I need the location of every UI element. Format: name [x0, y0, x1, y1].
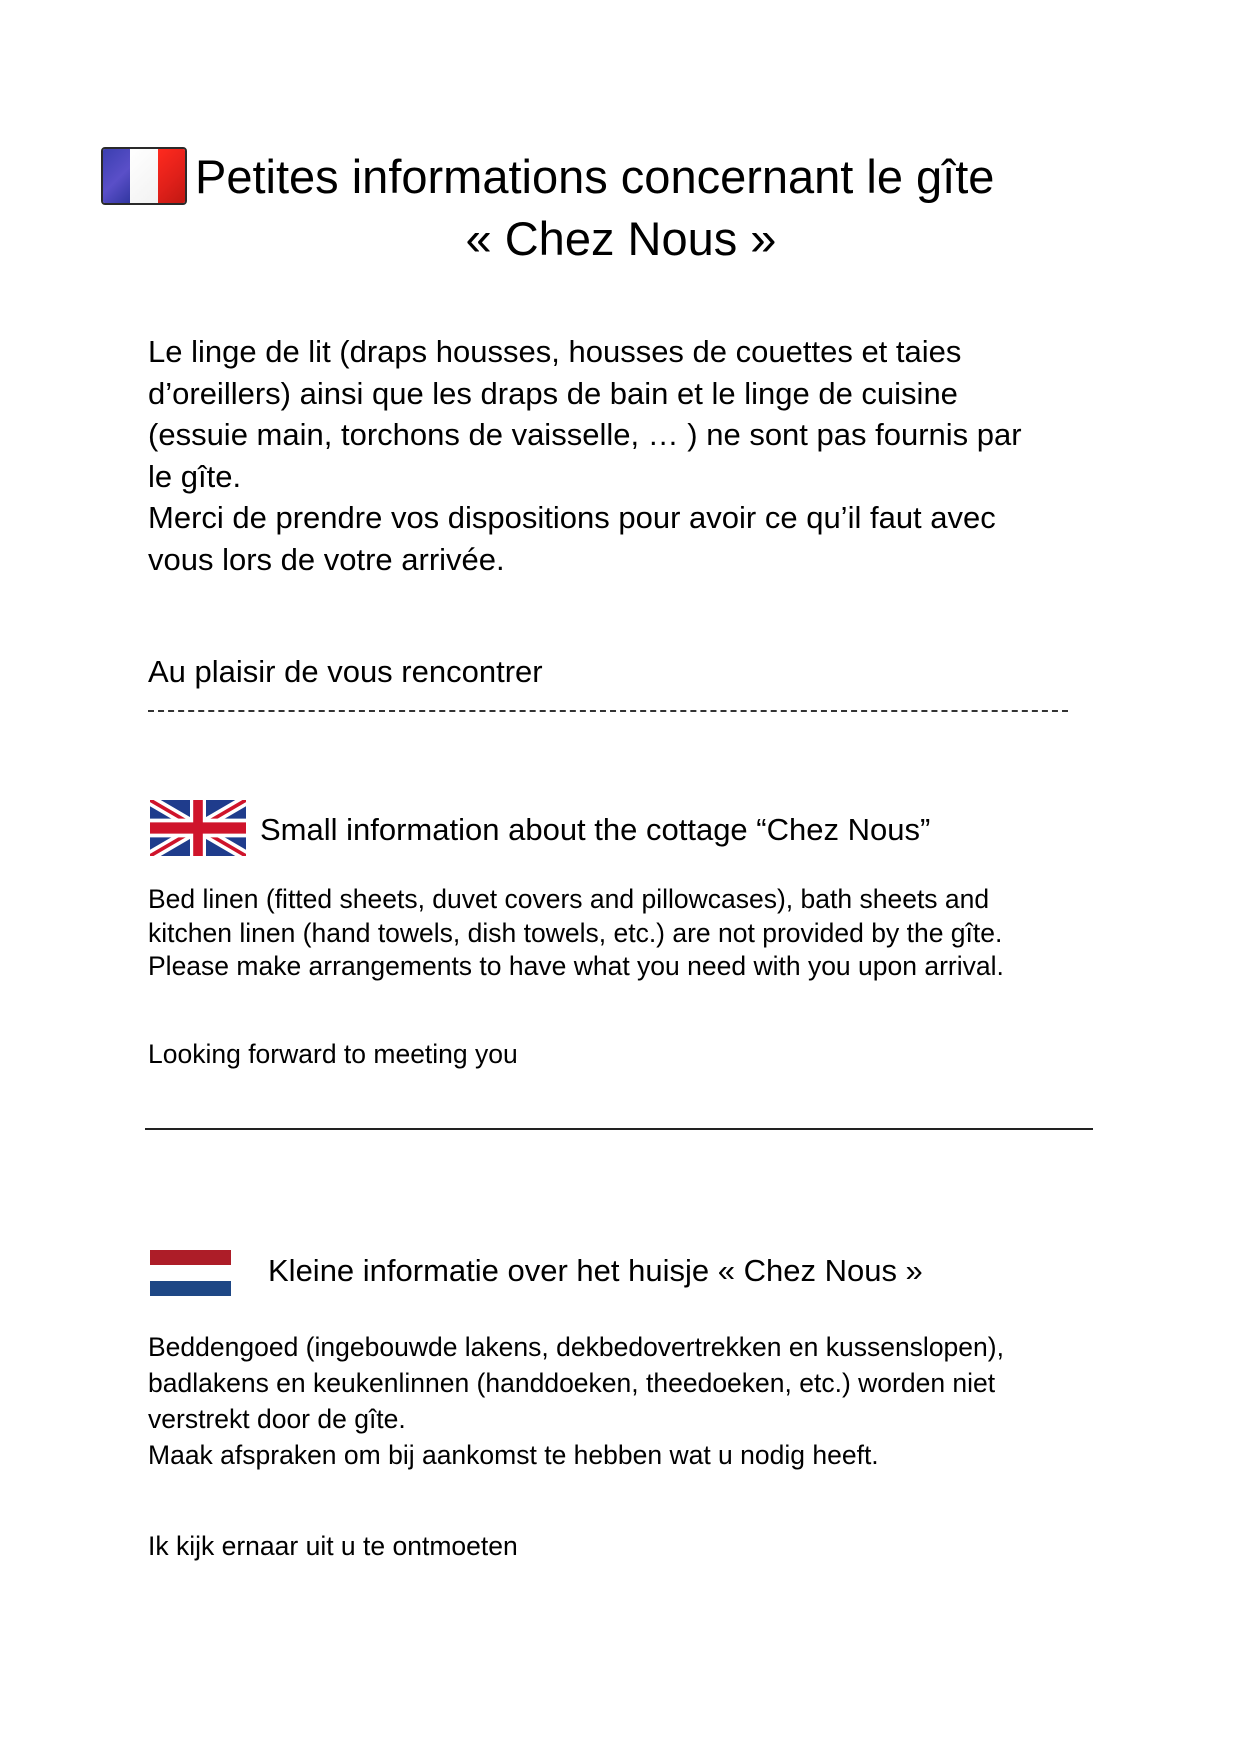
english-heading: Small information about the cottage “Chez Nous” [260, 812, 931, 847]
dashed-divider [148, 710, 1068, 712]
french-body-line: (essuie main, torchons de vaisselle, … ) ne sont pas fournis par [148, 417, 1022, 452]
page-title-gite-name: « Chez Nous » [465, 212, 777, 265]
french-body-line: d’oreillers) ainsi que les draps de bain et le linge de cuisine [148, 375, 958, 411]
english-body-line: kitchen linen (hand towels, dish towels, etc.) are not provided by the gîte. [148, 917, 1003, 948]
french-body [148, 331, 1108, 580]
dutch-body-line: Beddengoed (ingebouwde lakens, dekbedovertrekken en kussenslopen), [148, 1332, 1004, 1362]
english-body-line: Bed linen (fitted sheets, duvet covers and pillowcases), bath sheets and [148, 884, 990, 914]
dutch-body-line: Maak afspraken om bij aankomst te hebben wat u nodig heeft. [148, 1440, 879, 1470]
solid-divider [145, 1128, 1093, 1130]
english-body-line: Please make arrangements to have what you need with you upon arrival. [148, 951, 1004, 981]
english-closing: Looking forward to meeting you [148, 1039, 518, 1069]
english-body [148, 883, 1108, 984]
united-kingdom-flag-icon [150, 800, 246, 856]
dutch-body-line: badlakens en keukenlinnen (handdoeken, theedoeken, etc.) worden niet [148, 1368, 996, 1398]
french-body-line: Le linge de lit (draps housses, housses de couettes et taies [148, 334, 962, 369]
french-closing: Au plaisir de vous rencontrer [148, 654, 543, 689]
dutch-heading: Kleine informatie over het huisje « Chez Nous » [268, 1253, 923, 1288]
french-body-line: vous lors de votre arrivée. [148, 541, 505, 577]
french-body-line: le gîte. [148, 458, 242, 494]
france-flag-icon [101, 147, 187, 205]
dutch-closing: Ik kijk ernaar uit u te ontmoeten [148, 1531, 518, 1561]
dutch-body [148, 1329, 1108, 1473]
netherlands-flag-icon [150, 1250, 231, 1296]
page-title: Petites informations concernant le gîte [195, 150, 995, 203]
french-body-line: Merci de prendre vos dispositions pour avoir ce qu’il faut avec [148, 500, 996, 535]
dutch-body-line: verstrekt door de gîte. [148, 1404, 406, 1434]
